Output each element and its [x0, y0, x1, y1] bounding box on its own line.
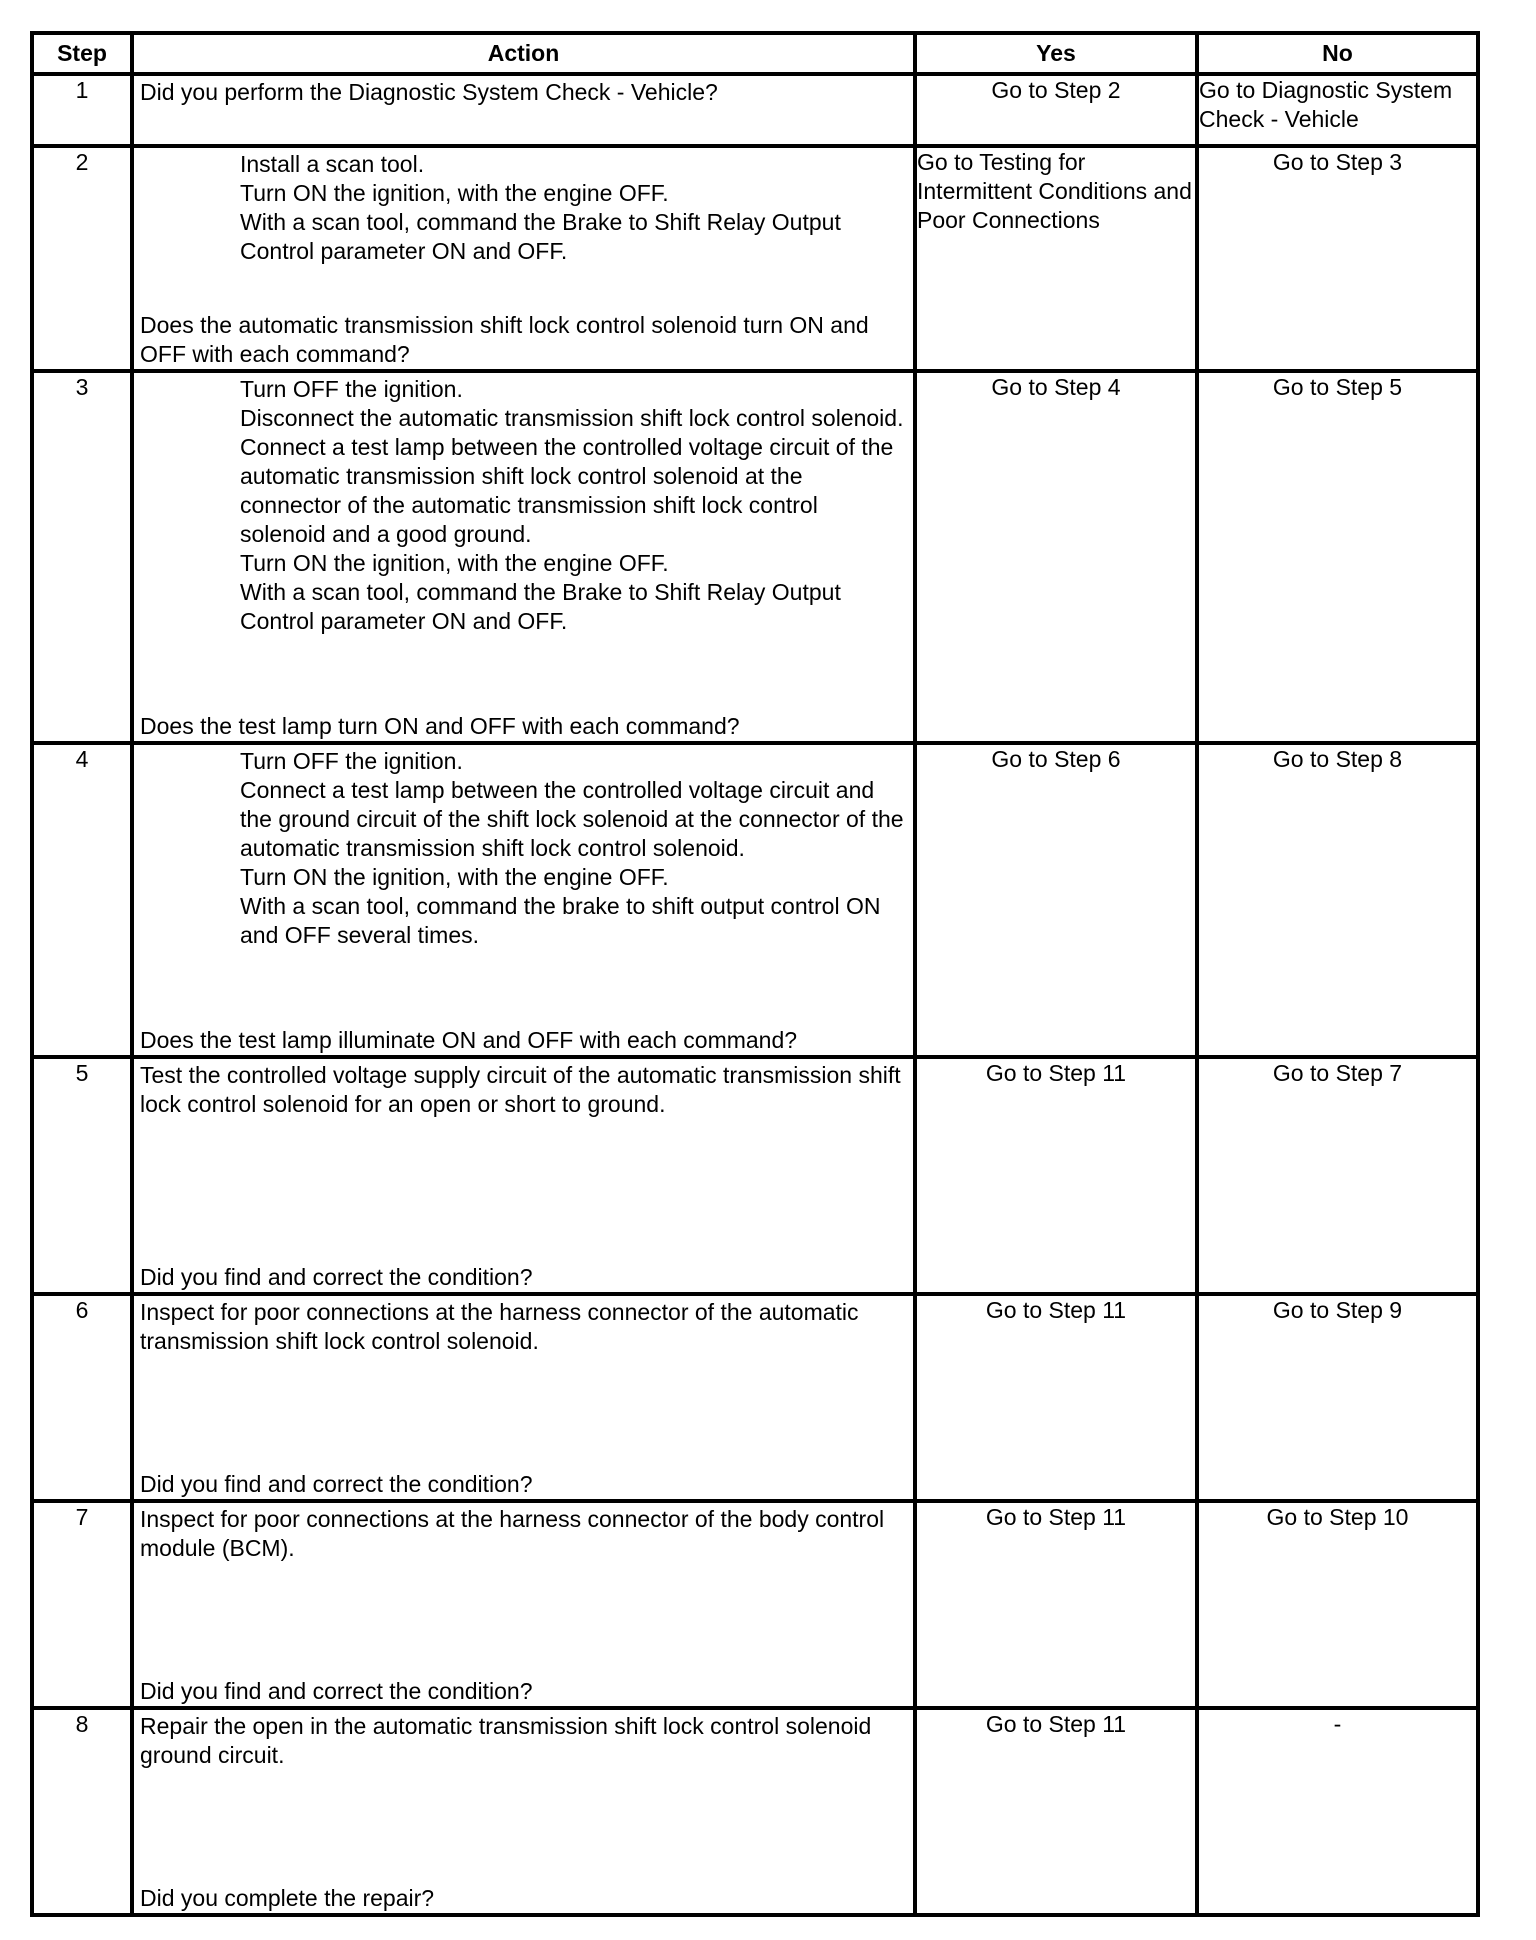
- sub-step: Install a scan tool.: [240, 151, 425, 177]
- action-sub-steps: [140, 150, 907, 266]
- sub-step: Turn OFF the ignition.: [240, 748, 463, 774]
- sub-step: Turn OFF the ignition.: [240, 376, 463, 402]
- yes-cell: Go to Step 11: [915, 1294, 1197, 1501]
- no-cell: Go to Step 10: [1197, 1501, 1478, 1708]
- action-cell: [132, 1294, 915, 1501]
- action-text: Repair the open in the automatic transmission shift lock control solenoid ground circuit.: [140, 1713, 872, 1768]
- no-cell: -: [1197, 1708, 1478, 1915]
- action-sub-steps: [140, 747, 907, 950]
- sub-step: With a scan tool, command the Brake to Shift Relay Output Control parameter ON and OFF.: [240, 579, 841, 634]
- table-row: [32, 1057, 1478, 1294]
- action-cell: [132, 74, 915, 146]
- table-row: [32, 146, 1478, 371]
- action-sub-steps: [140, 375, 907, 636]
- yes-cell: Go to Testing for Intermittent Conditions and Poor Connections: [915, 146, 1197, 371]
- yes-cell: Go to Step 11: [915, 1057, 1197, 1294]
- action-cell: [132, 371, 915, 743]
- table-row: [32, 1708, 1478, 1915]
- sub-step: Connect a test lamp between the controlled voltage circuit of the automatic transmission shift lock control solenoid at the connector of the automatic transmission shift lock control solenoid and a good ground.: [240, 434, 894, 547]
- header-row: [32, 33, 1478, 74]
- step-number: 2: [32, 146, 132, 371]
- action-question: Did you find and correct the condition?: [140, 1471, 533, 1497]
- table-row: [32, 1501, 1478, 1708]
- action-cell: [132, 743, 915, 1057]
- sub-step: With a scan tool, command the brake to shift output control ON and OFF several times.: [240, 893, 881, 948]
- action-text: Did you perform the Diagnostic System Check - Vehicle?: [140, 79, 718, 105]
- action-question: Did you find and correct the condition?: [140, 1678, 533, 1704]
- table-row: [32, 74, 1478, 146]
- step-number: 1: [32, 74, 132, 146]
- yes-cell: Go to Step 6: [915, 743, 1197, 1057]
- action-text: Inspect for poor connections at the harness connector of the automatic transmission shift lock control solenoid.: [140, 1299, 859, 1354]
- step-number: 7: [32, 1501, 132, 1708]
- action-cell: [132, 1057, 915, 1294]
- table-row: [32, 371, 1478, 743]
- step-number: 4: [32, 743, 132, 1057]
- no-cell: Go to Diagnostic System Check - Vehicle: [1197, 74, 1478, 146]
- action-text: Inspect for poor connections at the harness connector of the body control module (BCM).: [140, 1506, 885, 1561]
- action-text: Test the controlled voltage supply circuit of the automatic transmission shift lock control solenoid for an open or short to ground.: [140, 1062, 901, 1117]
- action-question: Does the automatic transmission shift lock control solenoid turn ON and OFF with each command?: [140, 312, 869, 367]
- action-question: Does the test lamp turn ON and OFF with each command?: [140, 713, 740, 739]
- yes-cell: Go to Step 11: [915, 1708, 1197, 1915]
- action-question: Does the test lamp illuminate ON and OFF with each command?: [140, 1027, 798, 1053]
- yes-cell: Go to Step 11: [915, 1501, 1197, 1708]
- sub-step: Turn ON the ignition, with the engine OFF.: [240, 550, 669, 576]
- sub-step: With a scan tool, command the Brake to Shift Relay Output Control parameter ON and OFF.: [240, 209, 841, 264]
- step-number: 8: [32, 1708, 132, 1915]
- step-number: 6: [32, 1294, 132, 1501]
- no-cell: Go to Step 9: [1197, 1294, 1478, 1501]
- action-cell: [132, 146, 915, 371]
- yes-cell: Go to Step 4: [915, 371, 1197, 743]
- action-cell: [132, 1501, 915, 1708]
- table-row: [32, 1294, 1478, 1501]
- no-cell: Go to Step 7: [1197, 1057, 1478, 1294]
- action-question: Did you complete the repair?: [140, 1885, 435, 1911]
- header-no: No: [1197, 33, 1478, 74]
- step-number: 5: [32, 1057, 132, 1294]
- action-question: Did you find and correct the condition?: [140, 1264, 533, 1290]
- action-cell: [132, 1708, 915, 1915]
- no-cell: Go to Step 8: [1197, 743, 1478, 1057]
- header-step: Step: [32, 33, 132, 74]
- no-cell: Go to Step 3: [1197, 146, 1478, 371]
- sub-step: Turn ON the ignition, with the engine OFF.: [240, 864, 669, 890]
- header-yes: Yes: [915, 33, 1197, 74]
- sub-step: Turn ON the ignition, with the engine OFF.: [240, 180, 669, 206]
- sub-step: Connect a test lamp between the controlled voltage circuit and the ground circuit of the shift lock solenoid at the connector of the automatic transmission shift lock control solenoid.: [240, 777, 904, 861]
- sub-step: Disconnect the automatic transmission shift lock control solenoid.: [240, 405, 904, 431]
- step-number: 3: [32, 371, 132, 743]
- header-action: Action: [132, 33, 915, 74]
- diagnostic-table: [30, 31, 1480, 1917]
- table-row: [32, 743, 1478, 1057]
- no-cell: Go to Step 5: [1197, 371, 1478, 743]
- yes-cell: Go to Step 2: [915, 74, 1197, 146]
